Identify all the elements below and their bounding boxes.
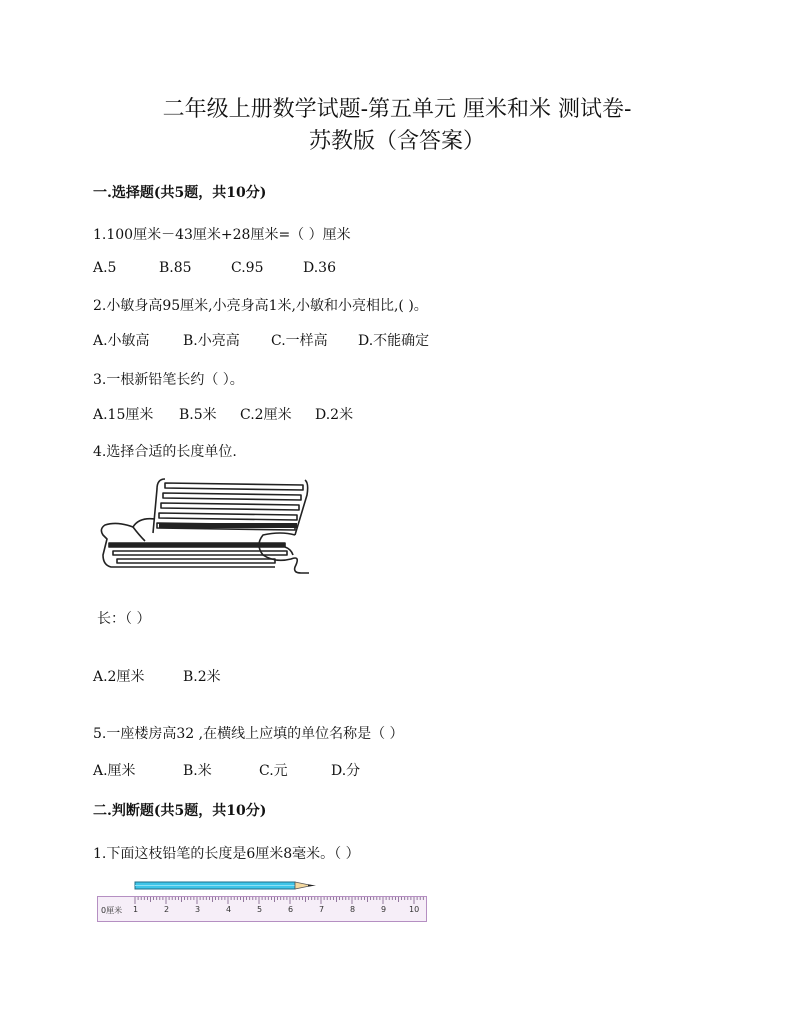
- question-3-options: [0, 404, 794, 424]
- ruler-number: 6: [288, 905, 294, 914]
- ruler-number: 4: [226, 905, 232, 914]
- ruler-number: 5: [257, 905, 263, 914]
- option-a: A.小敏高: [93, 333, 150, 349]
- question-2-text: 2.小敏身高95厘米,小亮身高1米,小敏和小亮相比,( )。: [93, 298, 428, 314]
- ruler-number: 9: [381, 905, 387, 914]
- question-4-options: [0, 666, 794, 686]
- section-heading-choice: 一.选择题(共5题，共10分): [93, 185, 267, 201]
- question-3-text: 3.一根新铅笔长约（ ）。: [93, 372, 244, 388]
- page-title-line1: 二年级上册数学试题-第五单元 厘米和米 测试卷-: [162, 97, 632, 122]
- ruler-zero-label: 0厘米: [101, 906, 123, 915]
- ruler-number: 7: [319, 905, 325, 914]
- question-4-sub: 长：（ ）: [97, 611, 151, 627]
- ruler-number: 10: [409, 905, 420, 914]
- pencil-illustration: [134, 880, 320, 892]
- option-d: D.分: [331, 763, 361, 779]
- option-a: A.厘米: [93, 763, 136, 779]
- question-2-options: [0, 330, 794, 350]
- ruler: [97, 896, 427, 922]
- option-a: A.15厘米: [93, 407, 154, 423]
- option-c: C.一样高: [271, 333, 328, 349]
- option-b: B.小亮高: [183, 333, 240, 349]
- ruler-number: 2: [164, 905, 170, 914]
- option-a: A.5: [93, 260, 117, 276]
- bench-illustration: [95, 475, 313, 575]
- question-1-text: 1.100厘米－43厘米+28厘米=（ ）厘米: [93, 227, 351, 243]
- ruler-number: 1: [133, 905, 139, 914]
- option-c: C.元: [259, 763, 288, 779]
- option-b: B.米: [183, 763, 212, 779]
- option-c: C.95: [231, 260, 264, 276]
- page-title-line2: 苏教版（含答案）: [308, 129, 485, 154]
- option-d: D.不能确定: [358, 333, 430, 349]
- option-d: D.2米: [315, 407, 354, 423]
- ruler-number: 8: [350, 905, 356, 914]
- question-5-text: 5.一座楼房高32 ,在横线上应填的单位名称是（ ）: [93, 726, 404, 742]
- option-b: B.5米: [179, 407, 217, 423]
- section-heading-judge: 二.判断题(共5题，共10分): [93, 803, 267, 819]
- option-b: B.2米: [183, 669, 221, 685]
- option-a: A.2厘米: [93, 669, 145, 685]
- option-b: B.85: [159, 260, 192, 276]
- question-1-options: [0, 260, 794, 280]
- option-c: C.2厘米: [240, 407, 292, 423]
- question-6-text: 1.下面这枝铅笔的长度是6厘米8毫米。（ ）: [93, 846, 360, 862]
- question-5-options: [0, 760, 794, 780]
- question-4-text: 4.选择合适的长度单位.: [93, 444, 237, 460]
- option-d: D.36: [303, 260, 336, 276]
- ruler-number: 3: [195, 905, 201, 914]
